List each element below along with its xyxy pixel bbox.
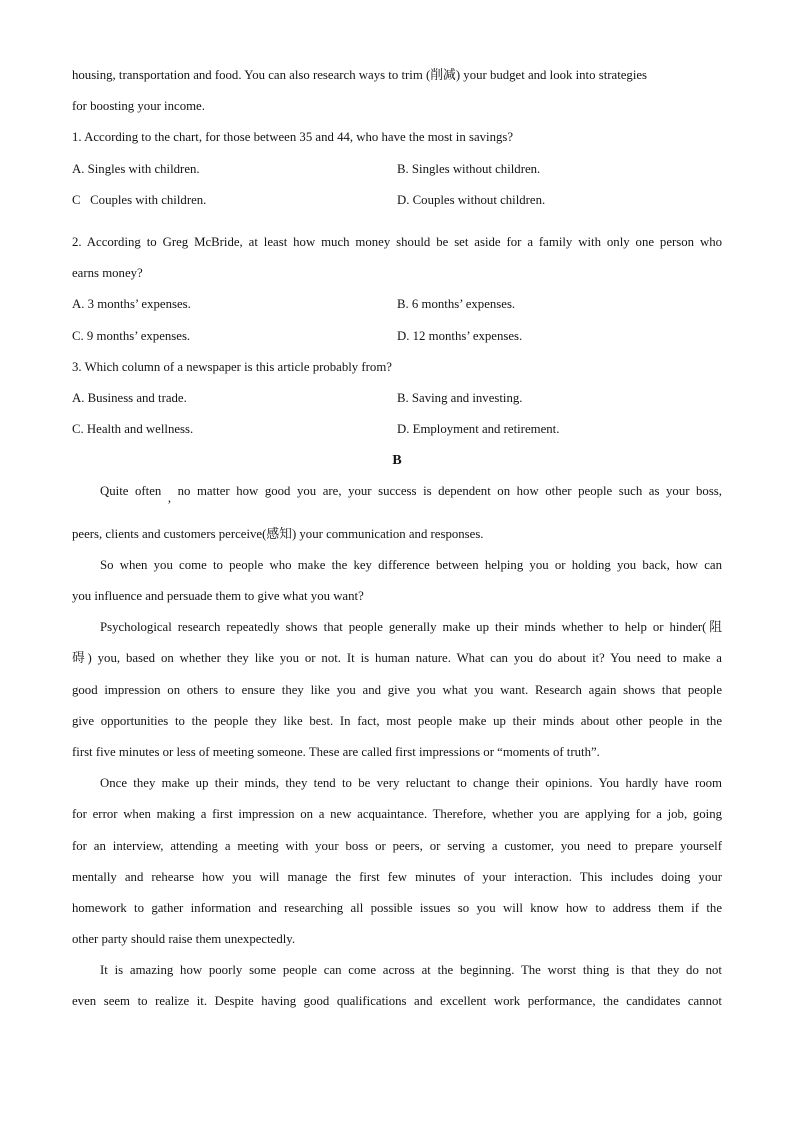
paragraph-4-line: mentally and rehearse how you will manage the first few minutes of your interaction. This includes doing your [72,869,722,884]
intro-line: for boosting your income. [72,99,205,114]
paragraph-4-line: for an interview, attending a meeting with your boss or peers, or serving a customer, you need to prepare yourself [72,838,722,853]
paragraph-2-line: you influence and persuade them to give what you want? [72,589,364,603]
page-content [72,60,722,1018]
question-3-options-row-2 [72,414,722,445]
question-1-option-c: C Couples with children. [72,192,207,207]
question-2-option-b: B. 6 months’ expenses. [397,297,516,312]
intro-line: housing, transportation and food. You can also research ways to trim (削减) your budget and look into strategies [72,68,648,82]
paragraph-3-line: 碍) you, based on whether they like you or not. It is human nature. What can you do about it? You need to make a [72,651,722,666]
question-1-option-a: A. Singles with children. [72,161,200,176]
question-3-option-d: D. Employment and retirement. [397,422,560,437]
paragraph-1-line [72,476,722,507]
question-2-options-row-1 [72,289,722,320]
question-3-options-row-1 [72,383,722,414]
paragraph-3-line: good impression on others to ensure they like you and give you what you want. Research again shows that people [72,682,722,697]
question-3-option-b: B. Saving and investing. [397,390,523,405]
paragraph-4-line: for error when making a first impression on a new acquaintance. Therefore, whether you are applying for a job, going [72,807,722,822]
paragraph-1-comma: , [167,491,172,506]
question-2-option-c: C. 9 months’ expenses. [72,328,191,343]
question-1-option-d: D. Couples without children. [397,192,546,207]
question-1-option-b: B. Singles without children. [397,161,541,176]
question-2-options-row-2 [72,321,722,352]
question-3-option-a: A. Business and trade. [72,390,187,405]
paragraph-1-line: peers, clients and customers perceive(感知) your communication and responses. [72,526,484,541]
question-2-stem-cont: earns money? [72,266,143,281]
question-3-option-c: C. Health and wellness. [72,422,194,437]
question-3-stem: 3. Which column of a newspaper is this article probably from? [72,359,392,374]
paragraph-3-line: Psychological research repeatedly shows that people generally make up their minds whether to help or hinder(阻 [100,620,722,635]
question-1-stem: 1. According to the chart, for those between 35 and 44, who have the most in savings? [72,130,514,145]
question-2-option-a: A. 3 months’ expenses. [72,297,191,312]
question-1-options-row-2 [72,185,722,216]
paragraph-3-line: give opportunities to the people they like best. In fact, most people make up their minds about other people in the [72,713,722,728]
paragraph-5-line: even seem to realize it. Despite having good qualifications and excellent work performance, the candidates cannot [72,994,722,1009]
paragraph-1-start: Quite often [100,484,162,499]
question-2-option-d: D. 12 months’ expenses. [397,328,523,343]
question-1-options-row-1 [72,154,722,185]
paragraph-5-line: It is amazing how poorly some people can come across at the beginning. The worst thing is that they do not [100,963,722,978]
paragraph-4-line: Once they make up their minds, they tend to be very reluctant to change their opinions. You hardly have room [100,776,722,791]
paragraph-3-line: first five minutes or less of meeting someone. These are called first impressions or “moments of truth”. [72,744,600,759]
paragraph-1-rest: no matter how good you are, your success is dependent on how other people such as your boss, [177,484,722,499]
section-heading: B [392,453,402,469]
paragraph-2-line: So when you come to people who make the key difference between helping you or holding you back, how can [100,557,722,572]
paragraph-4-line: homework to gather information and researching all possible issues so you will know how to address them if the [72,900,722,915]
paragraph-4-line: other party should raise them unexpectedly. [72,932,296,947]
question-2-stem: 2. According to Greg McBride, at least how much money should be set aside for a family with only one person who [72,234,722,249]
